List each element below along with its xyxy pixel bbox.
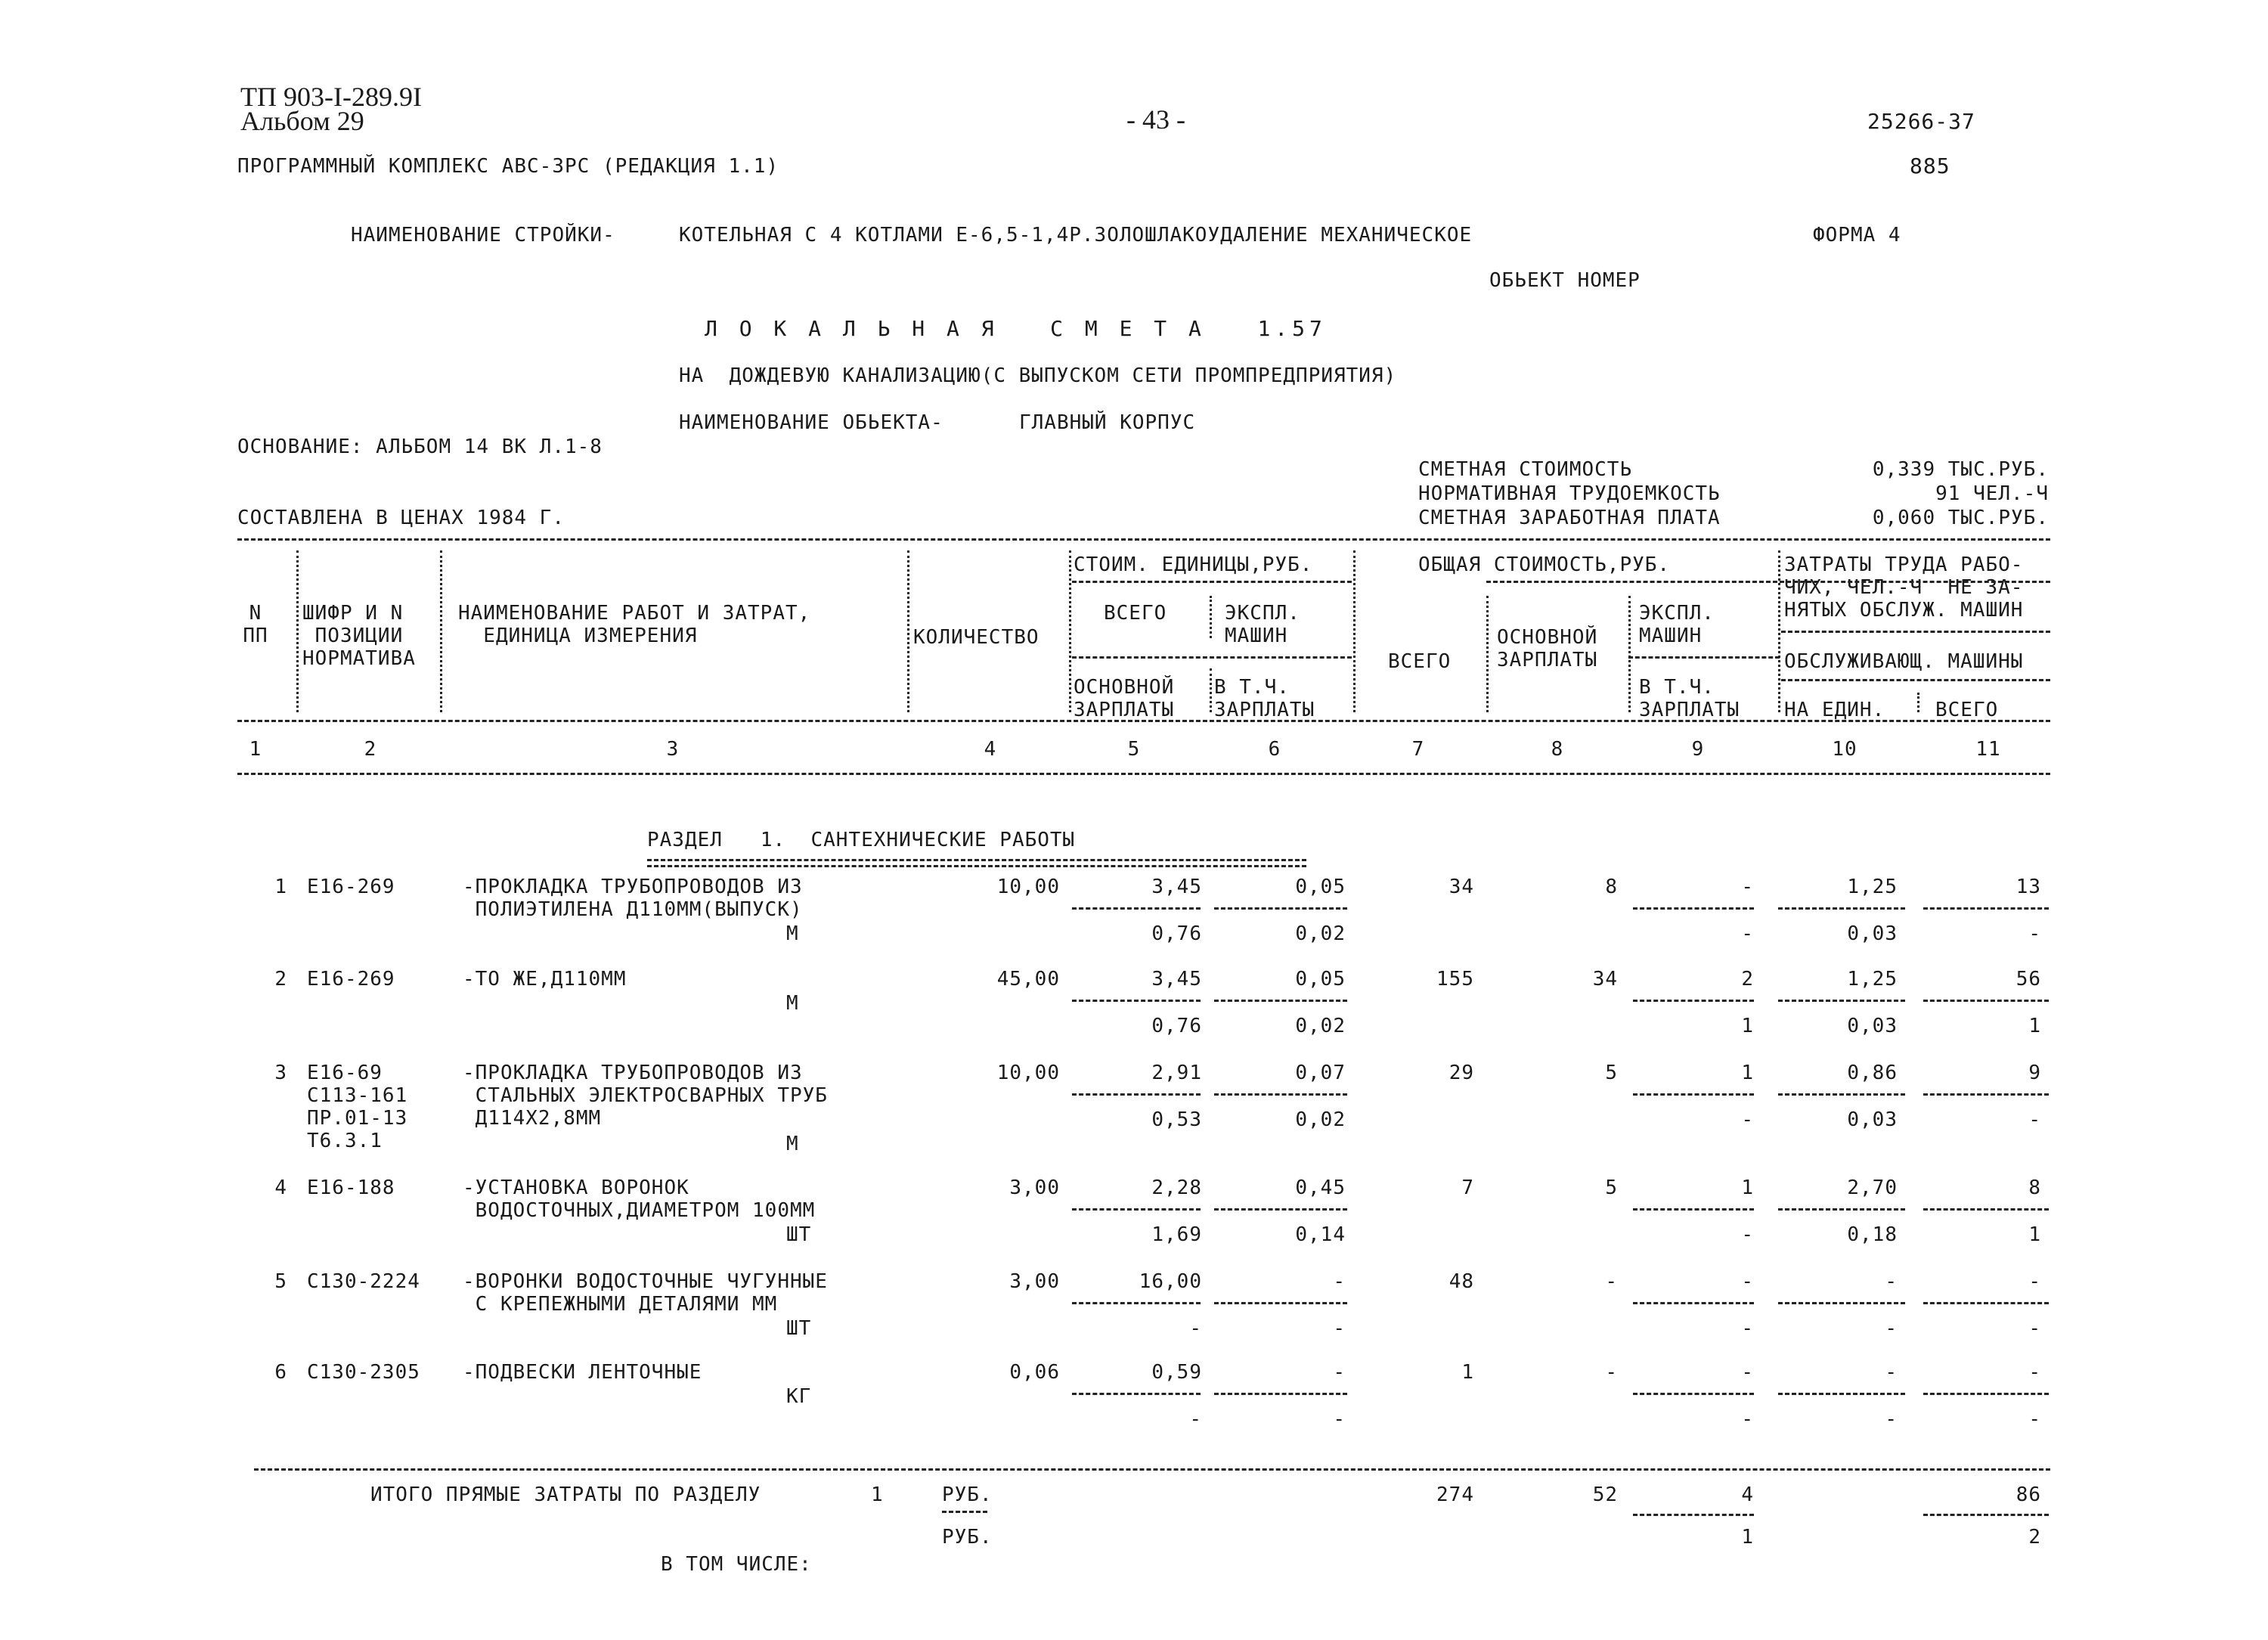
column-number: 5 <box>1127 738 1141 761</box>
header-total-wage: ОСНОВНОЙ ЗАРПЛАТЫ <box>1497 626 1598 671</box>
column-number: 11 <box>1975 738 2001 761</box>
archive-number: 25266-37 <box>1867 109 1975 134</box>
cell-qty: 10,00 <box>996 876 1060 898</box>
header-rule <box>1781 679 2050 681</box>
cell-lm-total: - <box>2028 922 2041 945</box>
work-name: -УСТАНОВКА ВОРОНОК ВОДОСТОЧНЫХ,ДИАМЕТРОМ 100ММ <box>463 1177 816 1222</box>
row-number: 3 <box>274 1062 287 1084</box>
section-title: РАЗДЕЛ 1. САНТЕХНИЧЕСКИЕ РАБОТЫ <box>647 829 1076 851</box>
doc-code: ТП 903-I-289.9I <box>240 82 422 112</box>
column-separator <box>1353 550 1356 712</box>
header-rule <box>1072 656 1352 659</box>
cell-u-wage: 0,76 <box>1151 922 1202 945</box>
cell-u-incl: 0,14 <box>1295 1223 1346 1246</box>
row-number: 4 <box>274 1177 287 1199</box>
cell-rule <box>1072 907 1201 910</box>
cell-l-unit: - <box>1885 1270 1898 1293</box>
basis-reference: ОСНОВАНИЕ: АЛЬБОМ 14 ВК Л.1-8 <box>237 436 603 458</box>
cell-rule <box>1778 1093 1905 1096</box>
cell-l-unit: 1,25 <box>1847 876 1898 898</box>
smeta-subject: НА ДОЖДЕВУЮ КАНАЛИЗАЦИЮ(С ВЫПУСКОМ СЕТИ ПРОМПРЕДПРИЯТИЯ) <box>679 364 1397 387</box>
cell-qty: 3,00 <box>1009 1177 1060 1199</box>
cell-l-total: 56 <box>2015 968 2041 991</box>
cell-t-mach: 1 <box>1741 1177 1754 1199</box>
cell-rule <box>1214 1000 1347 1002</box>
column-separator <box>1917 693 1919 712</box>
object-label: НАИМЕНОВАНИЕ ОБЬЕКТА- <box>679 411 943 434</box>
cell-t-incl: - <box>1741 922 1754 945</box>
totals-labor-total: 86 <box>2015 1483 2041 1506</box>
work-name: -ТО ЖЕ,Д110ММ <box>463 968 627 991</box>
totals-label: ИТОГО ПРЯМЫЕ ЗАТРАТЫ ПО РАЗДЕЛУ <box>370 1483 761 1506</box>
cell-t-all: 48 <box>1448 1270 1474 1293</box>
cell-rule <box>1072 1093 1201 1096</box>
header-unit-wage: ОСНОВНОЙ ЗАРПЛАТЫ <box>1074 676 1175 721</box>
column-separator <box>1486 596 1489 712</box>
cell-rule <box>1923 1093 2049 1096</box>
cell-u-total: 3,45 <box>1151 968 1202 991</box>
cell-rule <box>1214 1208 1347 1211</box>
totals-currency-2: РУБ. <box>942 1526 993 1549</box>
cell-rule <box>1923 1393 2049 1395</box>
column-number: 8 <box>1551 738 1564 761</box>
header-rule <box>1628 656 1780 659</box>
column-separator <box>1210 596 1212 638</box>
work-name: -ПРОКЛАДКА ТРУБОПРОВОДОВ ИЗ ПОЛИЭТИЛЕНА Д110ММ(ВЫПУСК) <box>463 876 803 921</box>
cell-rule <box>1072 1302 1201 1304</box>
cell-u-incl: 0,02 <box>1295 1108 1346 1131</box>
cell-lm-unit: - <box>1885 1317 1898 1340</box>
cell-t-wage: 8 <box>1605 876 1618 898</box>
cell-u-wage: 0,76 <box>1151 1015 1202 1037</box>
norm-code: С130-2224 <box>307 1270 420 1293</box>
cell-u-mach: 0,45 <box>1295 1177 1346 1199</box>
cell-l-unit: - <box>1885 1361 1898 1384</box>
header-rule <box>1781 631 2050 633</box>
cell-t-all: 155 <box>1436 968 1474 991</box>
column-separator <box>1069 550 1071 712</box>
totals-section-number: 1 <box>871 1483 884 1506</box>
cell-rule <box>1072 1000 1201 1002</box>
cell-rule <box>1778 1393 1905 1395</box>
cell-rule <box>1778 907 1905 910</box>
cell-l-unit: 0,86 <box>1847 1062 1898 1084</box>
page-number: - 43 - <box>1126 104 1185 135</box>
summary-value: 0,339 ТЫС.РУБ. <box>1872 458 2049 481</box>
row-number: 1 <box>274 876 287 898</box>
cell-u-total: 0,59 <box>1151 1361 1202 1384</box>
row-number: 6 <box>274 1361 287 1384</box>
totals-top-rule <box>254 1468 2050 1471</box>
cell-u-mach: - <box>1333 1270 1346 1293</box>
cell-rule <box>1633 1000 1754 1002</box>
header-labor: ЗАТРАТЫ ТРУДА РАБО- ЧИХ, ЧЕЛ.-Ч НЕ ЗА- НЯТЫХ ОБСЛУЖ. МАШИН <box>1784 553 2024 622</box>
column-separator <box>296 550 299 712</box>
norm-code: Е16-269 <box>307 876 395 898</box>
cell-qty: 3,00 <box>1009 1270 1060 1293</box>
header-rule <box>1072 581 1352 583</box>
column-number: 2 <box>364 738 377 761</box>
unit-of-measure: М <box>786 922 799 945</box>
smeta-title: Л О К А Л Ь Н А Я С М Е Т А 1.57 <box>705 316 1327 341</box>
sheet-number: 885 <box>1910 153 1950 178</box>
header-norm-code: ШИФР И N ПОЗИЦИИ НОРМАТИВА <box>302 602 416 670</box>
cell-lm-unit: - <box>1885 1408 1898 1431</box>
cell-rule <box>1633 1393 1754 1395</box>
cell-t-mach: - <box>1741 1361 1754 1384</box>
header-labor-unit: НА ЕДИН. <box>1784 699 1885 721</box>
cell-u-mach: 0,07 <box>1295 1062 1346 1084</box>
cell-t-wage: 34 <box>1592 968 1618 991</box>
cell-qty: 45,00 <box>996 968 1060 991</box>
cell-u-wage: - <box>1189 1317 1202 1340</box>
header-unit-total: ВСЕГО <box>1104 602 1167 625</box>
header-row-number: N ПП <box>243 602 268 647</box>
cell-lm-unit: 0,03 <box>1847 922 1898 945</box>
cell-t-mach: 2 <box>1741 968 1754 991</box>
header-labor-machines: ОБСЛУЖИВАЮЩ. МАШИНЫ <box>1784 650 2024 673</box>
cell-u-total: 3,45 <box>1151 876 1202 898</box>
cell-t-mach: - <box>1741 1270 1754 1293</box>
totals-rule <box>1923 1514 2049 1516</box>
form-number: ФОРМА 4 <box>1813 224 1901 246</box>
totals-total-wage: 52 <box>1592 1483 1618 1506</box>
header-unit-cost: СТОИМ. ЕДИНИЦЫ,РУБ. <box>1074 553 1313 576</box>
stroyka-name: КОТЕЛЬНАЯ С 4 КОТЛАМИ Е-6,5-1,4Р.ЗОЛОШЛАКОУДАЛЕНИЕ МЕХАНИЧЕСКОЕ <box>679 224 1473 246</box>
price-base: СОСТАВЛЕНА В ЦЕНАХ 1984 Г. <box>237 507 565 529</box>
cell-u-incl: - <box>1333 1317 1346 1340</box>
unit-of-measure: ШТ <box>786 1223 812 1246</box>
cell-rule <box>1214 1302 1347 1304</box>
norm-code: Е16-269 <box>307 968 395 991</box>
cell-lm-total: - <box>2028 1408 2041 1431</box>
cell-t-incl: - <box>1741 1317 1754 1340</box>
header-total-machines: ЭКСПЛ. МАШИН <box>1639 602 1715 647</box>
summary-value: 0,060 ТЫС.РУБ. <box>1872 507 2049 529</box>
unit-of-measure: М <box>786 1133 799 1155</box>
cell-l-total: 13 <box>2015 876 2041 898</box>
header-labor-total: ВСЕГО <box>1935 699 1999 721</box>
cell-rule <box>1214 1093 1347 1096</box>
cell-u-total: 2,28 <box>1151 1177 1202 1199</box>
cell-rule <box>1923 1302 2049 1304</box>
cell-t-mach: - <box>1741 876 1754 898</box>
work-name: -ВОРОНКИ ВОДОСТОЧНЫЕ ЧУГУННЫЕ С КРЕПЕЖНЫМИ ДЕТАЛЯМИ ММ <box>463 1270 828 1316</box>
cell-rule <box>1633 1208 1754 1211</box>
cell-t-all: 29 <box>1448 1062 1474 1084</box>
table-top-rule <box>237 538 2050 541</box>
object-number: ОБЬЕКТ НОМЕР <box>1489 269 1641 292</box>
cell-rule <box>1778 1208 1905 1211</box>
cell-lm-total: - <box>2028 1108 2041 1131</box>
header-rule <box>1486 581 2050 583</box>
program-title: ПРОГРАММНЫЙ КОМПЛЕКС АВС-3РС (РЕДАКЦИЯ 1.1) <box>237 155 779 178</box>
column-number: 10 <box>1832 738 1857 761</box>
summary-value: 91 ЧЕЛ.-Ч <box>1935 482 2049 505</box>
cell-qty: 0,06 <box>1009 1361 1060 1384</box>
work-name: -ПОДВЕСКИ ЛЕНТОЧНЫЕ <box>463 1361 702 1384</box>
cell-t-mach: 1 <box>1741 1062 1754 1084</box>
cell-l-total: 8 <box>2028 1177 2041 1199</box>
cell-rule <box>1633 907 1754 910</box>
cell-t-incl: - <box>1741 1108 1754 1131</box>
cell-lm-total: 1 <box>2028 1223 2041 1246</box>
unit-of-measure: М <box>786 992 799 1015</box>
unit-of-measure: ШТ <box>786 1317 812 1340</box>
summary-label: НОРМАТИВНАЯ ТРУДОЕМКОСТЬ <box>1418 482 1721 505</box>
cell-t-incl: - <box>1741 1223 1754 1246</box>
cell-t-all: 34 <box>1448 876 1474 898</box>
header-unit-incl-wage: В Т.Ч. ЗАРПЛАТЫ <box>1214 676 1315 721</box>
cell-t-wage: - <box>1605 1270 1618 1293</box>
totals-labor-machines: 2 <box>2028 1526 2041 1549</box>
column-separator <box>907 550 909 712</box>
cell-lm-unit: 0,03 <box>1847 1015 1898 1037</box>
column-separator <box>1628 596 1631 712</box>
column-number: 9 <box>1691 738 1705 761</box>
cell-u-incl: - <box>1333 1408 1346 1431</box>
cell-t-all: 1 <box>1461 1361 1474 1384</box>
cell-u-mach: 0,05 <box>1295 968 1346 991</box>
header-total-incl-wage: В Т.Ч. ЗАРПЛАТЫ <box>1639 676 1740 721</box>
cell-rule <box>1923 907 2049 910</box>
header-bottom-rule <box>237 720 2050 722</box>
cell-rule <box>1072 1393 1201 1395</box>
cell-u-incl: 0,02 <box>1295 922 1346 945</box>
object-name: ГЛАВНЫЙ КОРПУС <box>1019 411 1196 434</box>
summary-label: СМЕТНАЯ СТОИМОСТЬ <box>1418 458 1633 481</box>
totals-rule <box>1633 1514 1754 1516</box>
cell-qty: 10,00 <box>996 1062 1060 1084</box>
cell-t-wage: 5 <box>1605 1177 1618 1199</box>
cell-l-unit: 1,25 <box>1847 968 1898 991</box>
row-number: 5 <box>274 1270 287 1293</box>
album-number: Альбом 29 <box>240 106 364 136</box>
cell-rule <box>1778 1302 1905 1304</box>
column-number: 3 <box>666 738 680 761</box>
cell-t-all: 7 <box>1461 1177 1474 1199</box>
cell-rule <box>1633 1302 1754 1304</box>
summary-label: СМЕТНАЯ ЗАРАБОТНАЯ ПЛАТА <box>1418 507 1721 529</box>
totals-incl-wage: 1 <box>1741 1526 1754 1549</box>
column-number: 1 <box>249 738 262 761</box>
cell-lm-total: - <box>2028 1317 2041 1340</box>
column-separator <box>440 550 442 712</box>
cell-t-incl: 1 <box>1741 1015 1754 1037</box>
including-label: В ТОМ ЧИСЛЕ: <box>661 1553 812 1576</box>
norm-code: Е16-69 С113-161 ПР.01-13 Т6.3.1 <box>307 1062 408 1152</box>
section-underline <box>647 859 1306 867</box>
unit-of-measure: КГ <box>786 1385 812 1408</box>
cell-rule <box>1072 1208 1201 1211</box>
column-separator <box>1778 550 1780 712</box>
column-number-rule <box>237 773 2050 775</box>
totals-currency: РУБ. <box>942 1483 993 1506</box>
header-work-name: НАИМЕНОВАНИЕ РАБОТ И ЗАТРАТ, ЕДИНИЦА ИЗМЕРЕНИЯ <box>458 602 811 647</box>
cell-l-total: - <box>2028 1361 2041 1384</box>
cell-u-incl: 0,02 <box>1295 1015 1346 1037</box>
cell-u-mach: - <box>1333 1361 1346 1384</box>
norm-code: С130-2305 <box>307 1361 420 1384</box>
cell-lm-unit: 0,03 <box>1847 1108 1898 1131</box>
row-number: 2 <box>274 968 287 991</box>
cell-rule <box>1633 1093 1754 1096</box>
cell-rule <box>1214 907 1347 910</box>
cell-rule <box>1923 1000 2049 1002</box>
cell-u-total: 2,91 <box>1151 1062 1202 1084</box>
cell-t-wage: 5 <box>1605 1062 1618 1084</box>
totals-total-machines: 4 <box>1741 1483 1754 1506</box>
cell-l-total: 9 <box>2028 1062 2041 1084</box>
cell-lm-unit: 0,18 <box>1847 1223 1898 1246</box>
column-separator <box>1210 668 1212 712</box>
column-number: 4 <box>984 738 997 761</box>
cell-t-wage: - <box>1605 1361 1618 1384</box>
header-quantity: КОЛИЧЕСТВО <box>913 626 1040 649</box>
column-number: 7 <box>1411 738 1425 761</box>
cell-l-total: - <box>2028 1270 2041 1293</box>
cell-u-mach: 0,05 <box>1295 876 1346 898</box>
cell-rule <box>1214 1393 1347 1395</box>
header-total-all: ВСЕГО <box>1388 650 1452 673</box>
work-name: -ПРОКЛАДКА ТРУБОПРОВОДОВ ИЗ СТАЛЬНЫХ ЭЛЕКТРОСВАРНЫХ ТРУБ Д114Х2,8ММ <box>463 1062 828 1130</box>
totals-rule <box>942 1511 987 1513</box>
cell-lm-total: 1 <box>2028 1015 2041 1037</box>
cell-rule <box>1923 1208 2049 1211</box>
cell-l-unit: 2,70 <box>1847 1177 1898 1199</box>
cell-u-wage: - <box>1189 1408 1202 1431</box>
cell-u-total: 16,00 <box>1139 1270 1202 1293</box>
stroyka-label: НАИМЕНОВАНИЕ СТРОЙКИ- <box>351 224 615 246</box>
cell-rule <box>1778 1000 1905 1002</box>
cell-t-incl: - <box>1741 1408 1754 1431</box>
header-unit-machines: ЭКСПЛ. МАШИН <box>1225 602 1300 647</box>
totals-total-all: 274 <box>1436 1483 1474 1506</box>
cell-u-wage: 1,69 <box>1151 1223 1202 1246</box>
norm-code: Е16-188 <box>307 1177 395 1199</box>
header-total-cost: ОБЩАЯ СТОИМОСТЬ,РУБ. <box>1418 553 1671 576</box>
column-number: 6 <box>1268 738 1281 761</box>
cell-u-wage: 0,53 <box>1151 1108 1202 1131</box>
